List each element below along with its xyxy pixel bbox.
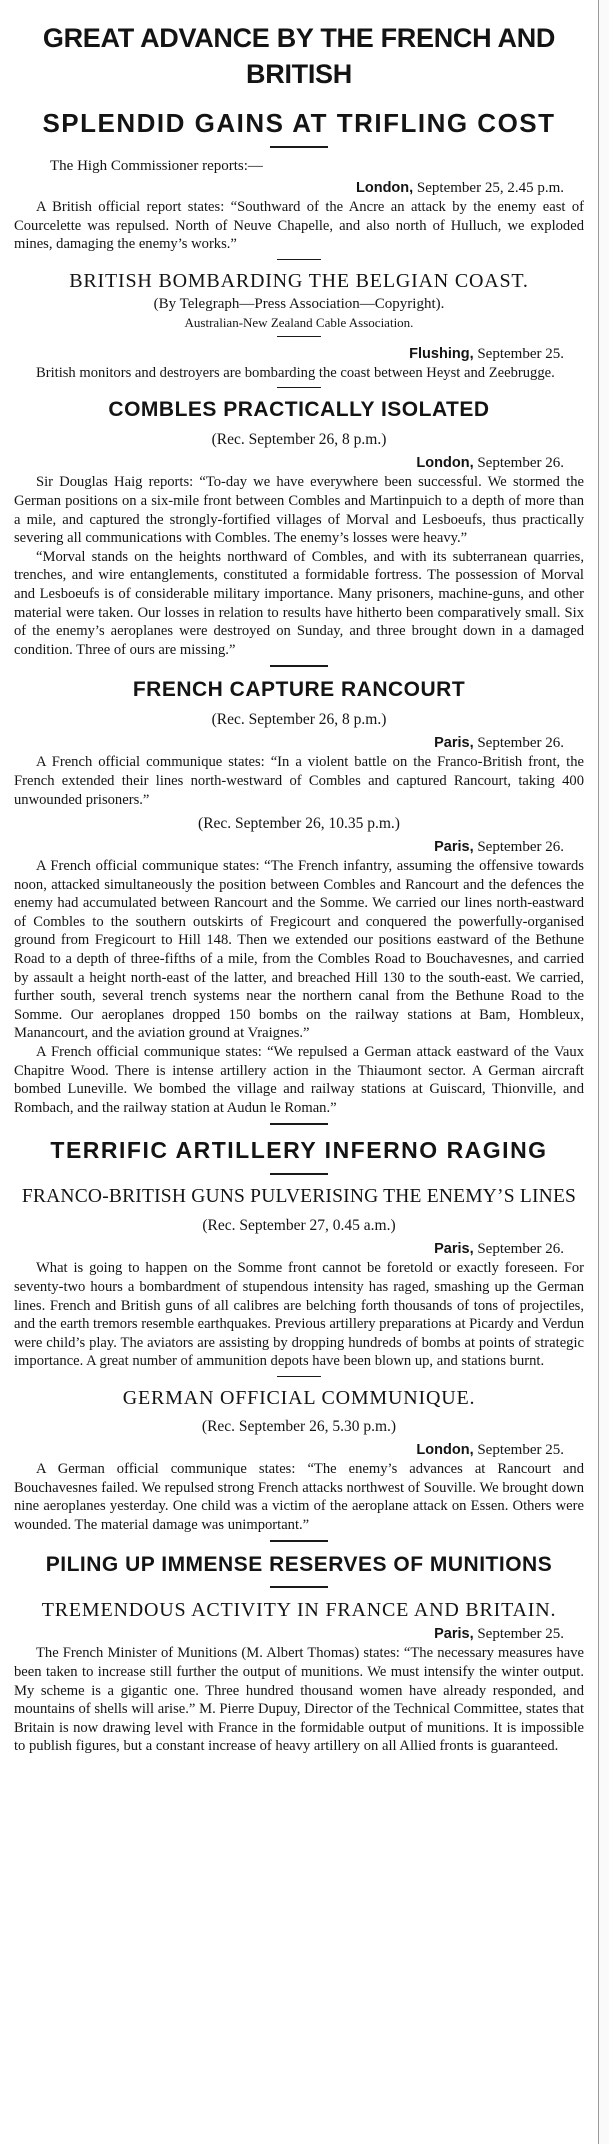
received-line: (Rec. September 27, 0.45 a.m.) (202, 1217, 396, 1235)
received-line: (Rec. September 26, 10.35 p.m.) (198, 815, 400, 833)
dateline (14, 178, 584, 198)
divider (270, 665, 328, 667)
paragraph: “Morval stands on the heights northward of Combles, and with its subterranean quarries, trenches, and wire entanglements, constituted a formidable fortress. The possession of Morval and Lesboeufs is of considerable military importance. Many prisoners, machine-guns, and other material were taken. Our losses in relation to results have hitherto been comparatively small. Six of the enemy’s aeroplanes were destroyed on Sunday, and three brought down in a damaged condition. Three of ours are missing.” (14, 548, 584, 658)
section-title: PILING UP IMMENSE RESERVES OF MUNITIONS (45, 1553, 553, 1577)
dateline (14, 733, 584, 753)
divider (270, 1586, 328, 1588)
paragraph: A German official communique states: “The enemy’s advances at Rancourt and Bouchavesnes failed. We repulsed strong French attacks northwest of Souville. We brought down nine aeroplanes yesterday. One child was a victim of the aeroplane attack on Essen. Others were wounded. The material damage was unimportant.” (14, 1460, 584, 1533)
dateline-date: September 25. (477, 1626, 564, 1643)
dateline-place: London, (416, 455, 474, 472)
paragraph: The French Minister of Munitions (M. Albert Thomas) states: “The necessary measures have been taken to increase still further the output of munitions. We must intensify the winter output. My scheme is a gigantic one. Three hundred thousand women have already responded, and mountains of shells will arise.” M. Pierre Dupuy, Director of the Technical Committee, states that Britain is now drawing level with France in the formidable output of munitions. It is impossible to publish figures, but a constant increase of heavy artillery on all Allied fronts is guaranteed. (14, 1645, 584, 1755)
dateline-date: September 26. (477, 1241, 564, 1258)
section-title: FRENCH CAPTURE RANCOURT (132, 678, 466, 702)
received-line: (Rec. September 26, 5.30 p.m.) (201, 1417, 397, 1435)
section-title: GERMAN OFFICIAL COMMUNIQUE. (122, 1386, 476, 1409)
dateline-place: London, (356, 180, 414, 196)
divider (277, 336, 321, 337)
paragraph: A French official communique states: “The French infantry, assuming the offensive towards noon, attacked simultaneously the position between Combles and Rancourt and the defences the enemy had accumulated between Rancourt and the Somme. We carried our lines north-eastward of Combles to the southern outskirts of Fregicourt and conquered the powerfully-organised ground from Fregicourt to Hill 148. Then we extended our positions eastward of the Bethune Road to a depth of three-fifths of a mile, from the Combles Road to Bouchavesnes, and carried by assault a height north-east of the latter, and breached Hill 130 to the south-east. We carried, further south, several trench systems near the northern canal from the Bethune Road to the Somme. Our aeroplanes dropped 150 bombs on the railway stations at Bam, Hombleux, Manancourt, and the aviation ground at Vraignes.” (14, 858, 584, 1042)
dateline-place: Paris, (434, 839, 474, 856)
intro-line: The High Commissioner reports:— (50, 158, 263, 174)
paragraph: A British official report states: “Southward of the Ancre an attack by the enemy east of Courcelette was repulsed. North of Neuve Chapelle, and also north of Hulluch, we exploded mines, damaging the enemy’s works.” (14, 199, 584, 253)
dateline-date: September 25. (477, 345, 564, 362)
received-line: (Rec. September 26, 8 p.m.) (211, 431, 387, 449)
dateline (14, 1239, 584, 1259)
section-title: TREMENDOUS ACTIVITY IN FRANCE AND BRITAIN. (41, 1599, 557, 1622)
section-title: COMBLES PRACTICALLY ISOLATED (108, 398, 490, 422)
paragraph: British monitors and destroyers are bombarding the coast between Heyst and Zeebrugge. (36, 364, 555, 381)
divider (270, 1540, 328, 1542)
credit-line: (By Telegraph—Press Association—Copyright). (153, 295, 445, 312)
dateline-place: Flushing, (409, 345, 474, 362)
dateline (14, 1440, 584, 1460)
paragraph: A French official communique states: “In a violent battle on the Franco-British front, the French extended their lines north-westward of Combles and captured Rancourt, taking 400 unwounded prisoners.” (14, 754, 584, 808)
divider (270, 146, 328, 148)
dateline-date: September 25. (477, 1441, 564, 1458)
divider (277, 1376, 321, 1377)
subhead: SPLENDID GAINS AT TRIFLING COST (42, 108, 556, 138)
received-line: (Rec. September 26, 8 p.m.) (211, 711, 387, 729)
headline: GREAT ADVANCE BY THE FRENCH AND BRITISH (42, 23, 556, 89)
section-title: BRITISH BOMBARDING THE BELGIAN COAST. (69, 269, 529, 292)
adjacent-column-edge (598, 0, 609, 2144)
dateline-place: Paris, (434, 735, 474, 752)
credit-line: Australian-New Zealand Cable Association. (184, 314, 414, 330)
dateline-date: September 25, 2.45 p.m. (416, 180, 564, 196)
dateline-date: September 26. (477, 455, 564, 472)
section-title: TERRIFIC ARTILLERY INFERNO RAGING (50, 1137, 548, 1164)
section-title: FRANCO-BRITISH GUNS PULVERISING THE ENEMY’S LINES (21, 1186, 577, 1208)
divider (270, 1123, 328, 1125)
dateline (14, 344, 584, 364)
paragraph: What is going to happen on the Somme front cannot be foretold or exactly foreseen. For seventy-two hours a bombardment of stupendous intensity has raged, smashing up the German lines. French and British guns of all calibres are belching forth thousands of tons of projectiles, and the earth tremors resemble earthquakes. Previous artillery preparations at Picardy and Verdun were child’s play. The aviators are assisting by dropping hundreds of bombs at points of strategic importance. A great number of ammunition depots have been blown up, and stations burnt. (14, 1260, 584, 1370)
paragraph: A French official communique states: “We repulsed a German attack eastward of the Vaux Chapitre Wood. There is intense artillery action in the Thiaumont sector. A German aircraft bombed Luneville. We bombed the village and railway stations at Guiscard, Thionville, and Rombach, and the railway station at Audun le Roman.” (14, 1044, 584, 1116)
dateline-place: Paris, (434, 1241, 474, 1258)
dateline-place: London, (416, 1441, 474, 1458)
divider (277, 387, 321, 388)
dateline (14, 453, 584, 473)
dateline (14, 837, 584, 857)
divider (277, 259, 321, 260)
dateline-place: Paris, (434, 1626, 474, 1643)
paragraph: Sir Douglas Haig reports: “To-day we have everywhere been successful. We stormed the German positions on a six-mile front between Combles and Martinpuich to a depth of more than a mile, and captured the strongly-fortified villages of Morval and Lesboeufs, thus practically severing all communications with Combles. The enemy’s losses were heavy.” (14, 474, 584, 547)
divider (270, 1173, 328, 1175)
dateline-date: September 26. (477, 735, 564, 752)
dateline-date: September 26. (477, 839, 564, 856)
dateline (14, 1624, 584, 1644)
